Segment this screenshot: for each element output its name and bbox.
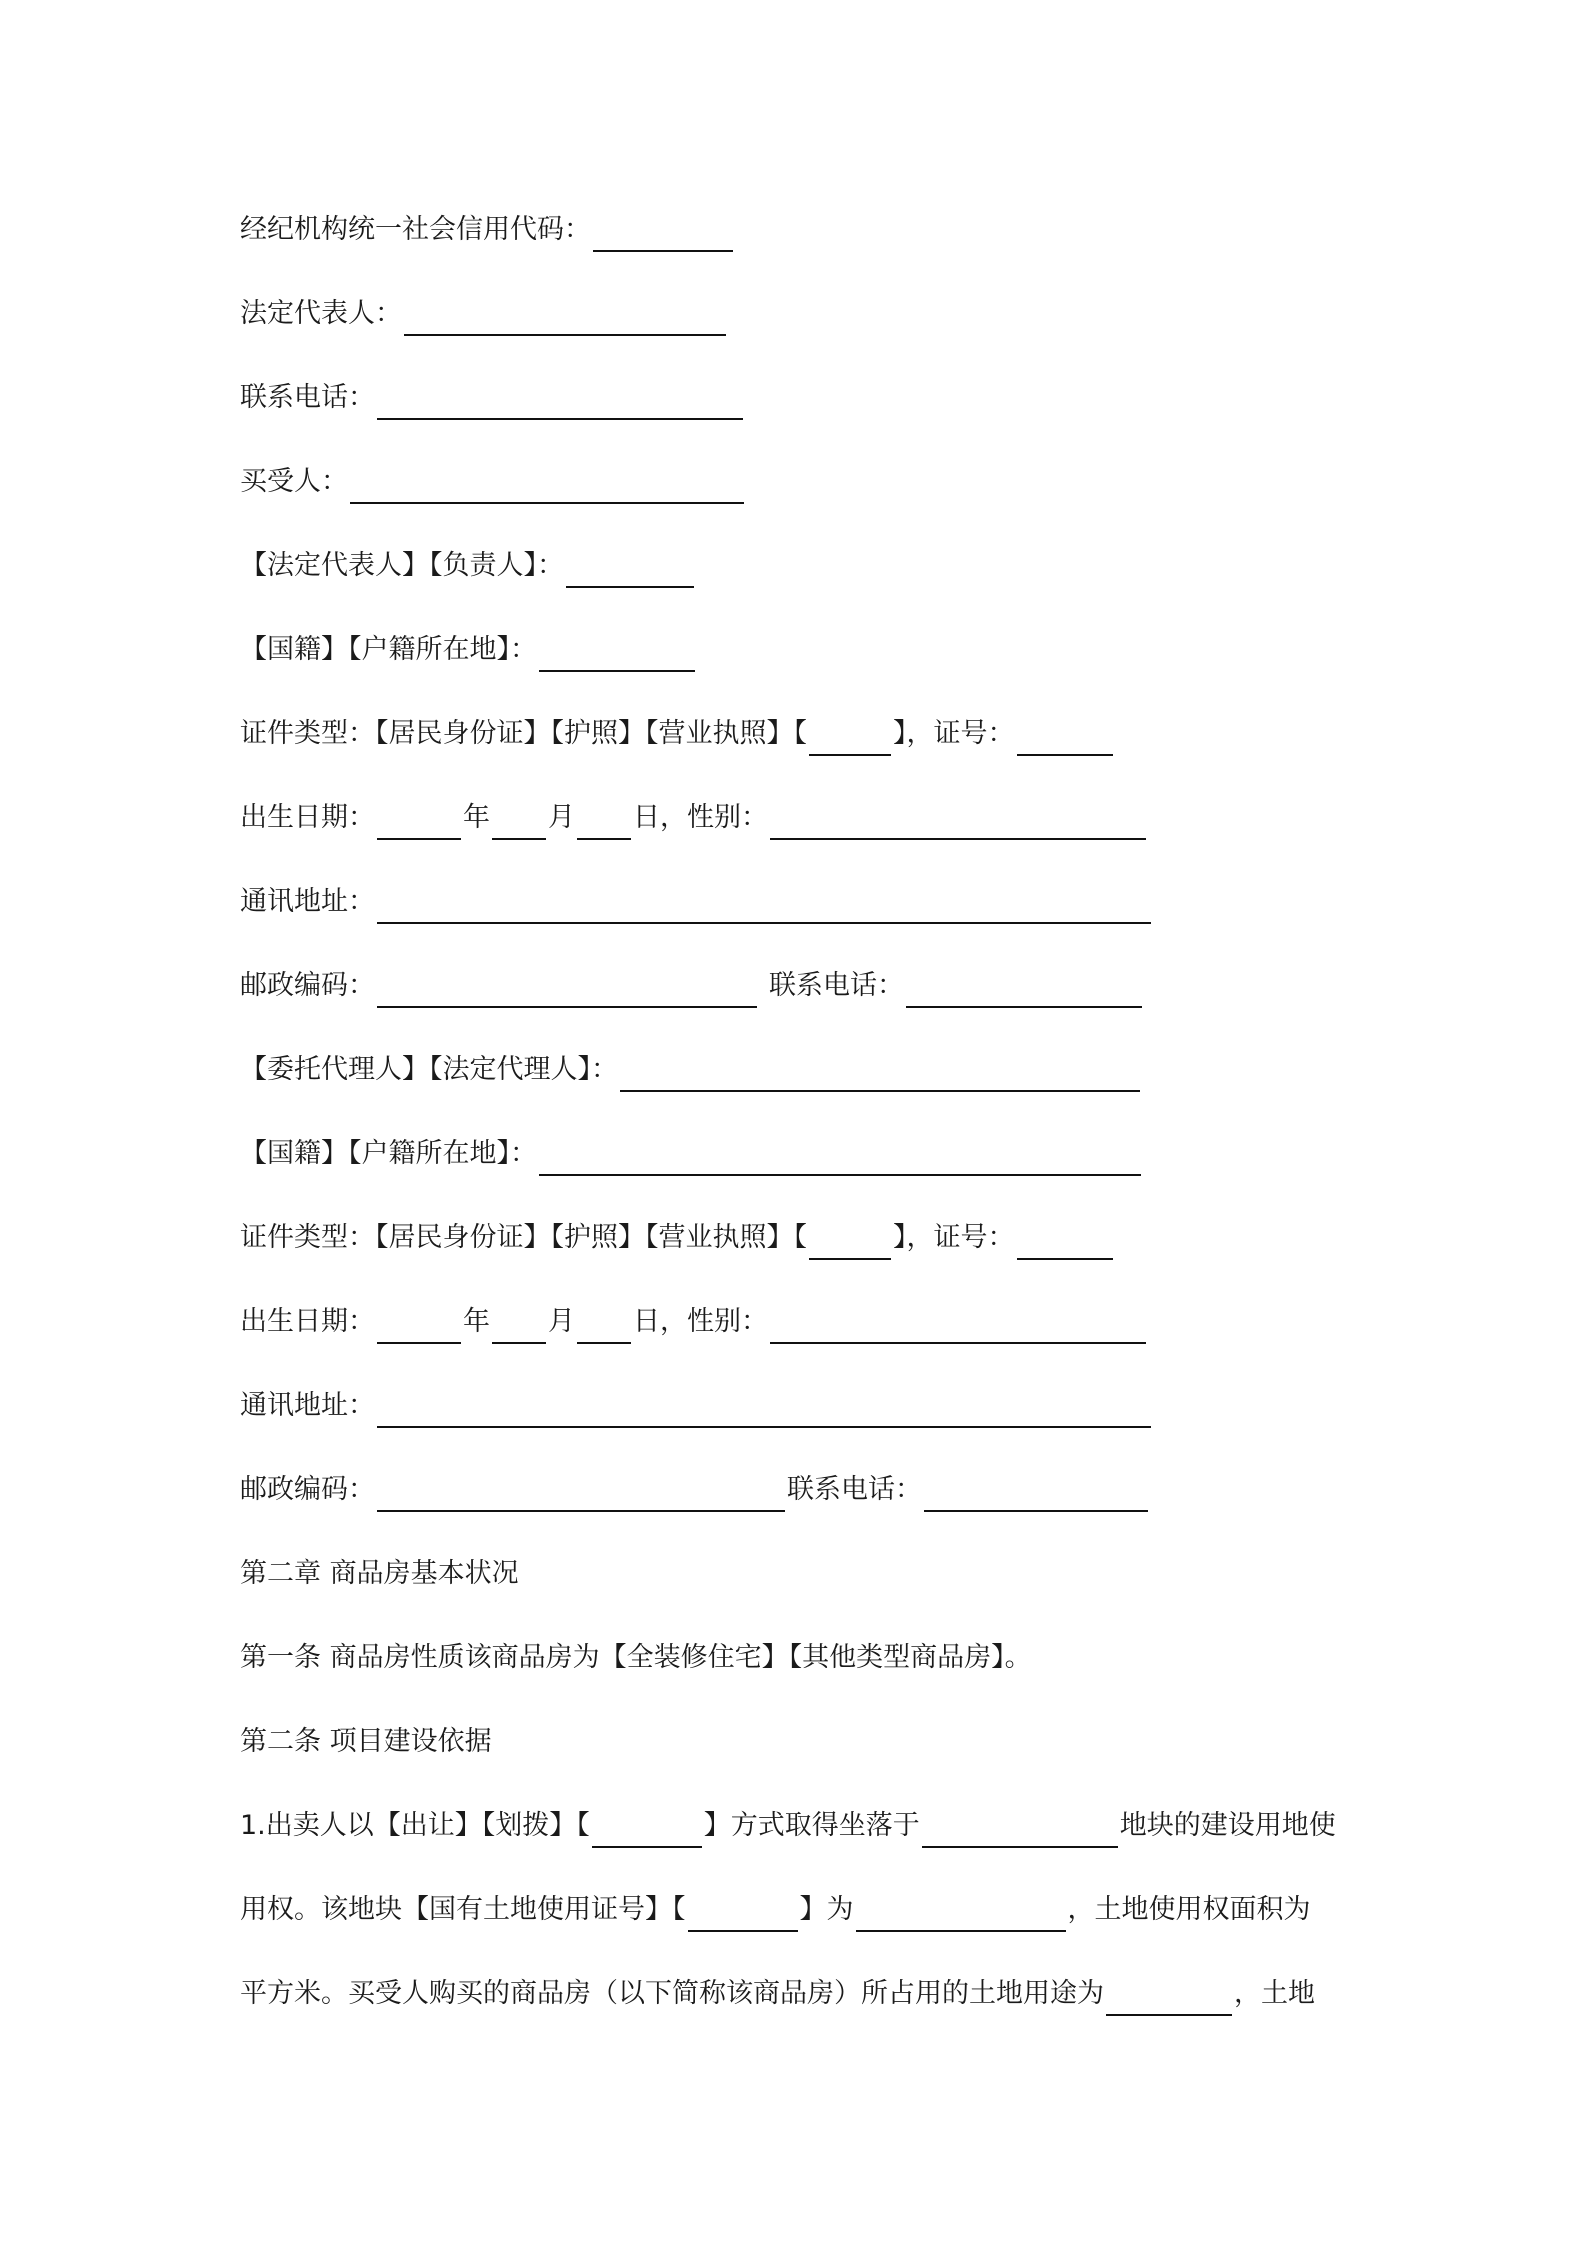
buyer-gender-blank[interactable] [770, 808, 1146, 840]
legal-rep-blank[interactable] [404, 304, 726, 336]
chapter-two-heading [240, 1552, 519, 1596]
buyer-rep-blank[interactable] [566, 556, 694, 588]
agent-gender-label: 日，性别： [633, 1306, 768, 1337]
buyer-id-other-blank[interactable] [809, 724, 891, 756]
agent-birth-year-label: 年 [463, 1306, 490, 1337]
agent-postal-label: 邮政编码： [240, 1474, 375, 1505]
agent-gender-blank[interactable] [770, 1312, 1146, 1344]
chapter-two-title: 第二章 商品房基本状况 [240, 1558, 519, 1589]
agent-nationality-label: 【国籍】【户籍所在地】： [240, 1138, 537, 1169]
agent-id-type-label: 证件类型：【居民身份证】【护照】【营业执照】【 [240, 1222, 807, 1253]
land-acquisition-text-a: 1.出卖人以【出让】【划拨】【 [240, 1810, 590, 1841]
phone-label: 联系电话： [240, 382, 375, 413]
land-certificate-line [240, 1888, 1311, 1932]
land-acquisition-text-c: 地块的建设用地使 [1119, 1810, 1336, 1841]
agent-id-type-line [240, 1216, 1115, 1260]
agent-birth-line [240, 1300, 1148, 1344]
agent-phone-label: 联系电话： [787, 1474, 922, 1505]
buyer-address-label: 通讯地址： [240, 886, 375, 917]
buyer-postal-line [240, 964, 1144, 1008]
article-two-heading [240, 1720, 492, 1764]
article-one-text: 第一条 商品房性质该商品房为【全装修住宅】【其他类型商品房】。 [240, 1642, 1032, 1673]
buyer-birth-line [240, 796, 1148, 840]
buyer-phone-blank[interactable] [906, 976, 1142, 1008]
buyer-rep-line [240, 544, 696, 588]
agent-nationality-line [240, 1132, 1143, 1176]
buyer-rep-label: 【法定代表人】【负责人】： [240, 550, 564, 581]
phone-blank[interactable] [377, 388, 743, 420]
agent-id-number-blank[interactable] [1017, 1228, 1113, 1260]
agent-postal-line [240, 1468, 1150, 1512]
buyer-postal-label: 邮政编码： [240, 970, 375, 1001]
agency-credit-code-line [240, 208, 735, 252]
agent-phone-blank[interactable] [924, 1480, 1148, 1512]
legal-rep-line [240, 292, 728, 336]
agent-address-line [240, 1384, 1153, 1428]
buyer-nationality-label: 【国籍】【户籍所在地】： [240, 634, 537, 665]
agent-id-other-blank[interactable] [809, 1228, 891, 1260]
land-use-text-b: ，土地 [1234, 1978, 1315, 2009]
acquisition-method-blank[interactable] [592, 1816, 702, 1848]
buyer-gender-label: 日，性别： [633, 802, 768, 833]
agent-birth-year-blank[interactable] [377, 1312, 461, 1344]
buyer-phone-label: 联系电话： [769, 970, 904, 1001]
buyer-blank[interactable] [350, 472, 744, 504]
buyer-birth-month-label: 月 [548, 802, 575, 833]
buyer-id-type-label: 证件类型：【居民身份证】【护照】【营业执照】【 [240, 718, 807, 749]
buyer-nationality-line [240, 628, 697, 672]
buyer-birth-day-blank[interactable] [577, 808, 631, 840]
agent-birth-label: 出生日期： [240, 1306, 375, 1337]
land-certificate-text-a: 用权。该地块【国有土地使用证号】【 [240, 1894, 686, 1925]
article-one-line [240, 1636, 1032, 1680]
buyer-id-number-label: 】，证号： [893, 718, 1015, 749]
buyer-address-blank[interactable] [377, 892, 1151, 924]
agent-line [240, 1048, 1142, 1092]
land-acquisition-text-b: 】方式取得坐落于 [703, 1810, 920, 1841]
phone-line [240, 376, 745, 420]
buyer-birth-label: 出生日期： [240, 802, 375, 833]
land-certificate-text-b: 】为 [799, 1894, 854, 1925]
buyer-label: 买受人： [240, 466, 348, 497]
buyer-birth-month-blank[interactable] [492, 808, 546, 840]
agent-blank[interactable] [620, 1060, 1140, 1092]
buyer-line [240, 460, 746, 504]
legal-rep-label: 法定代表人： [240, 298, 402, 329]
agent-id-number-label: 】，证号： [893, 1222, 1015, 1253]
article-two-title: 第二条 项目建设依据 [240, 1726, 492, 1757]
land-acquisition-line [240, 1804, 1336, 1848]
land-certificate-text-c: ，土地使用权面积为 [1067, 1894, 1311, 1925]
certificate-number-blank[interactable] [856, 1900, 1066, 1932]
agent-address-label: 通讯地址： [240, 1390, 375, 1421]
agent-address-blank[interactable] [377, 1396, 1151, 1428]
buyer-postal-blank[interactable] [377, 976, 757, 1008]
agency-credit-code-label: 经纪机构统一社会信用代码： [240, 214, 591, 245]
land-use-line [240, 1972, 1315, 2016]
land-use-text-a: 平方米。买受人购买的商品房（以下简称该商品房）所占用的土地用途为 [240, 1978, 1104, 2009]
buyer-nationality-blank[interactable] [539, 640, 695, 672]
buyer-id-number-blank[interactable] [1017, 724, 1113, 756]
agent-birth-month-label: 月 [548, 1306, 575, 1337]
agent-label: 【委托代理人】【法定代理人】： [240, 1054, 618, 1085]
agent-birth-month-blank[interactable] [492, 1312, 546, 1344]
buyer-birth-year-blank[interactable] [377, 808, 461, 840]
land-use-blank[interactable] [1106, 1984, 1232, 2016]
buyer-address-line [240, 880, 1153, 924]
agent-birth-day-blank[interactable] [577, 1312, 631, 1344]
agency-credit-code-blank[interactable] [593, 220, 733, 252]
certificate-type-blank[interactable] [688, 1900, 798, 1932]
buyer-id-type-line [240, 712, 1115, 756]
buyer-birth-year-label: 年 [463, 802, 490, 833]
agent-postal-blank[interactable] [377, 1480, 785, 1512]
agent-nationality-blank[interactable] [539, 1144, 1141, 1176]
land-location-blank[interactable] [922, 1816, 1118, 1848]
